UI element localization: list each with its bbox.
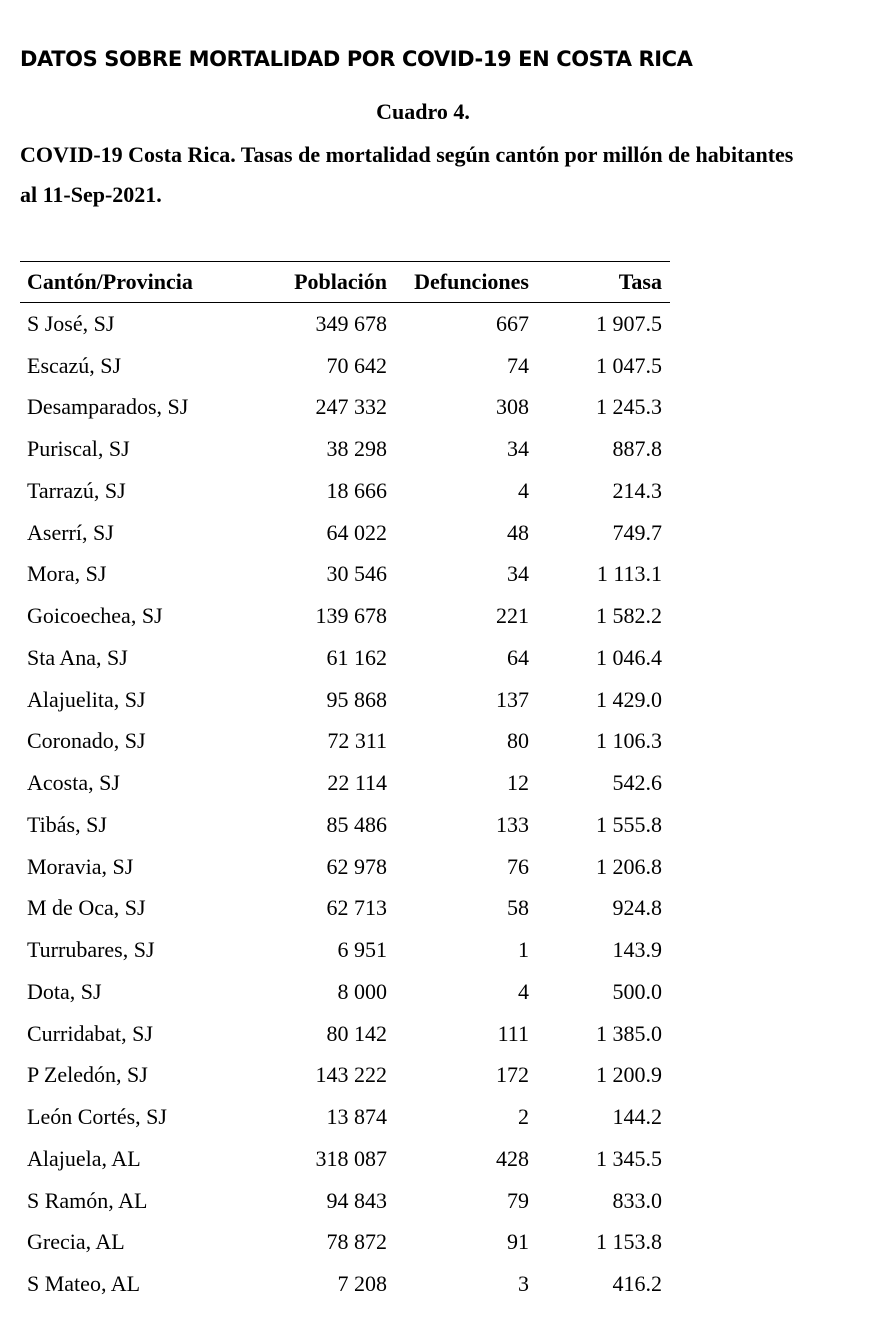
- header-canton: Cantón/Provincia: [27, 269, 193, 294]
- cell-defunciones: 34: [507, 436, 529, 462]
- cell-canton: S Ramón, AL: [27, 1187, 148, 1213]
- cell-canton: Acosta, SJ: [27, 770, 120, 796]
- cell-poblacion: 139 678: [315, 603, 387, 629]
- cell-canton: Coronado, SJ: [27, 728, 146, 754]
- cell-canton: Sta Ana, SJ: [27, 644, 128, 670]
- cell-tasa: 887.8: [612, 436, 662, 462]
- cell-tasa: 924.8: [612, 895, 662, 921]
- cell-poblacion: 62 978: [326, 853, 387, 879]
- cell-tasa: 1 385.0: [596, 1020, 662, 1046]
- cell-defunciones: 1: [518, 937, 529, 963]
- cell-poblacion: 13 874: [326, 1104, 387, 1130]
- cell-canton: S José, SJ: [27, 310, 115, 336]
- header-defunciones: Defunciones: [414, 269, 529, 294]
- table-row: [20, 804, 670, 846]
- table-number: Cuadro 4.: [376, 99, 470, 124]
- cell-poblacion: 30 546: [326, 561, 387, 587]
- table-row: [20, 929, 670, 971]
- table-body: [20, 303, 670, 1306]
- table-row: [20, 1180, 670, 1222]
- cell-tasa: 416.2: [612, 1271, 662, 1297]
- table-row: [20, 1055, 670, 1097]
- cell-defunciones: 12: [507, 770, 529, 796]
- cell-tasa: 1 153.8: [596, 1229, 662, 1255]
- cell-tasa: 144.2: [612, 1104, 662, 1130]
- table-row: [20, 846, 670, 888]
- cell-tasa: 214.3: [612, 477, 662, 503]
- cell-poblacion: 64 022: [326, 519, 387, 545]
- table-header: [20, 262, 670, 303]
- cell-defunciones: 3: [518, 1271, 529, 1297]
- table-row: [20, 1263, 670, 1305]
- cell-canton: Grecia, AL: [27, 1229, 125, 1255]
- cell-defunciones: 172: [496, 1062, 529, 1088]
- cell-poblacion: 94 843: [326, 1187, 387, 1213]
- cell-tasa: 1 106.3: [596, 728, 662, 754]
- document-heading: DATOS SOBRE MORTALIDAD POR COVID-19 EN COSTA RICA: [20, 47, 693, 71]
- cell-defunciones: 4: [518, 978, 529, 1004]
- cell-poblacion: 70 642: [326, 352, 387, 378]
- cell-tasa: 542.6: [612, 770, 662, 796]
- table-row: [20, 470, 670, 512]
- cell-tasa: 1 206.8: [596, 853, 662, 879]
- cell-canton: M de Oca, SJ: [27, 895, 146, 921]
- cell-poblacion: 6 951: [337, 937, 387, 963]
- cell-defunciones: 80: [507, 728, 529, 754]
- cell-defunciones: 4: [518, 477, 529, 503]
- cell-poblacion: 247 332: [315, 394, 387, 420]
- mortality-table: [20, 261, 670, 1305]
- cell-poblacion: 8 000: [337, 978, 387, 1004]
- cell-canton: P Zeledón, SJ: [27, 1062, 148, 1088]
- cell-canton: Alajuela, AL: [27, 1145, 141, 1171]
- cell-canton: Dota, SJ: [27, 978, 102, 1004]
- table-caption-line-1: COVID-19 Costa Rica. Tasas de mortalidad según cantón por millón de habitantes: [20, 142, 794, 167]
- table-row: [20, 971, 670, 1013]
- cell-defunciones: 76: [507, 853, 529, 879]
- cell-canton: Alajuelita, SJ: [27, 686, 146, 712]
- cell-defunciones: 111: [497, 1020, 529, 1046]
- cell-poblacion: 61 162: [326, 644, 387, 670]
- cell-poblacion: 349 678: [315, 310, 387, 336]
- table-row: [20, 637, 670, 679]
- cell-tasa: 1 046.4: [596, 644, 662, 670]
- cell-canton: Aserrí, SJ: [27, 519, 114, 545]
- table-row: [20, 1222, 670, 1264]
- table-row: [20, 387, 670, 429]
- cell-canton: León Cortés, SJ: [27, 1104, 167, 1130]
- cell-defunciones: 34: [507, 561, 529, 587]
- cell-canton: Tarrazú, SJ: [27, 477, 126, 503]
- cell-poblacion: 62 713: [326, 895, 387, 921]
- cell-defunciones: 48: [507, 519, 529, 545]
- table-row: [20, 679, 670, 721]
- table-row: [20, 595, 670, 637]
- table-row: [20, 1013, 670, 1055]
- table-row: [20, 554, 670, 596]
- table-row: [20, 888, 670, 930]
- cell-poblacion: 22 114: [327, 770, 387, 796]
- table-row: [20, 1096, 670, 1138]
- cell-defunciones: 137: [496, 686, 529, 712]
- cell-poblacion: 143 222: [315, 1062, 387, 1088]
- cell-defunciones: 133: [496, 811, 529, 837]
- cell-tasa: 1 113.1: [596, 561, 662, 587]
- cell-poblacion: 18 666: [326, 477, 387, 503]
- cell-canton: Curridabat, SJ: [27, 1020, 153, 1046]
- cell-defunciones: 221: [496, 603, 529, 629]
- cell-poblacion: 38 298: [326, 436, 387, 462]
- cell-poblacion: 78 872: [326, 1229, 387, 1255]
- cell-defunciones: 667: [496, 310, 529, 336]
- cell-canton: Puriscal, SJ: [27, 436, 130, 462]
- header-poblacion: Población: [294, 269, 387, 294]
- cell-tasa: 1 582.2: [596, 603, 662, 629]
- cell-tasa: 1 429.0: [596, 686, 662, 712]
- cell-defunciones: 428: [496, 1145, 529, 1171]
- cell-tasa: 833.0: [612, 1187, 662, 1213]
- cell-canton: S Mateo, AL: [27, 1271, 141, 1297]
- table-row: [20, 345, 670, 387]
- cell-poblacion: 85 486: [326, 811, 387, 837]
- cell-tasa: 1 047.5: [596, 352, 662, 378]
- table-row: [20, 762, 670, 804]
- cell-tasa: 1 345.5: [596, 1145, 662, 1171]
- cell-defunciones: 2: [518, 1104, 529, 1130]
- table-caption-line-2: al 11-Sep-2021.: [20, 182, 162, 207]
- cell-canton: Tibás, SJ: [27, 811, 107, 837]
- cell-tasa: 1 907.5: [596, 310, 662, 336]
- cell-canton: Goicoechea, SJ: [27, 603, 163, 629]
- cell-poblacion: 95 868: [326, 686, 387, 712]
- cell-tasa: 1 555.8: [596, 811, 662, 837]
- cell-defunciones: 64: [507, 644, 529, 670]
- header-row: [20, 262, 670, 303]
- cell-poblacion: 72 311: [327, 728, 387, 754]
- header-tasa: Tasa: [618, 269, 662, 294]
- cell-poblacion: 7 208: [337, 1271, 387, 1297]
- table-row: [20, 428, 670, 470]
- cell-poblacion: 318 087: [315, 1145, 387, 1171]
- cell-tasa: 500.0: [612, 978, 662, 1004]
- cell-canton: Escazú, SJ: [27, 352, 122, 378]
- cell-tasa: 143.9: [612, 937, 662, 963]
- cell-tasa: 749.7: [612, 519, 662, 545]
- cell-canton: Desamparados, SJ: [27, 394, 189, 420]
- cell-defunciones: 74: [507, 352, 529, 378]
- cell-tasa: 1 245.3: [596, 394, 662, 420]
- cell-canton: Mora, SJ: [27, 561, 107, 587]
- cell-tasa: 1 200.9: [596, 1062, 662, 1088]
- table-row: [20, 512, 670, 554]
- cell-defunciones: 308: [496, 394, 529, 420]
- table-row: [20, 303, 670, 345]
- table-row: [20, 1138, 670, 1180]
- cell-canton: Moravia, SJ: [27, 853, 134, 879]
- cell-defunciones: 91: [507, 1229, 529, 1255]
- cell-defunciones: 58: [507, 895, 529, 921]
- cell-canton: Turrubares, SJ: [27, 937, 155, 963]
- cell-poblacion: 80 142: [326, 1020, 387, 1046]
- cell-defunciones: 79: [507, 1187, 529, 1213]
- table-row: [20, 721, 670, 763]
